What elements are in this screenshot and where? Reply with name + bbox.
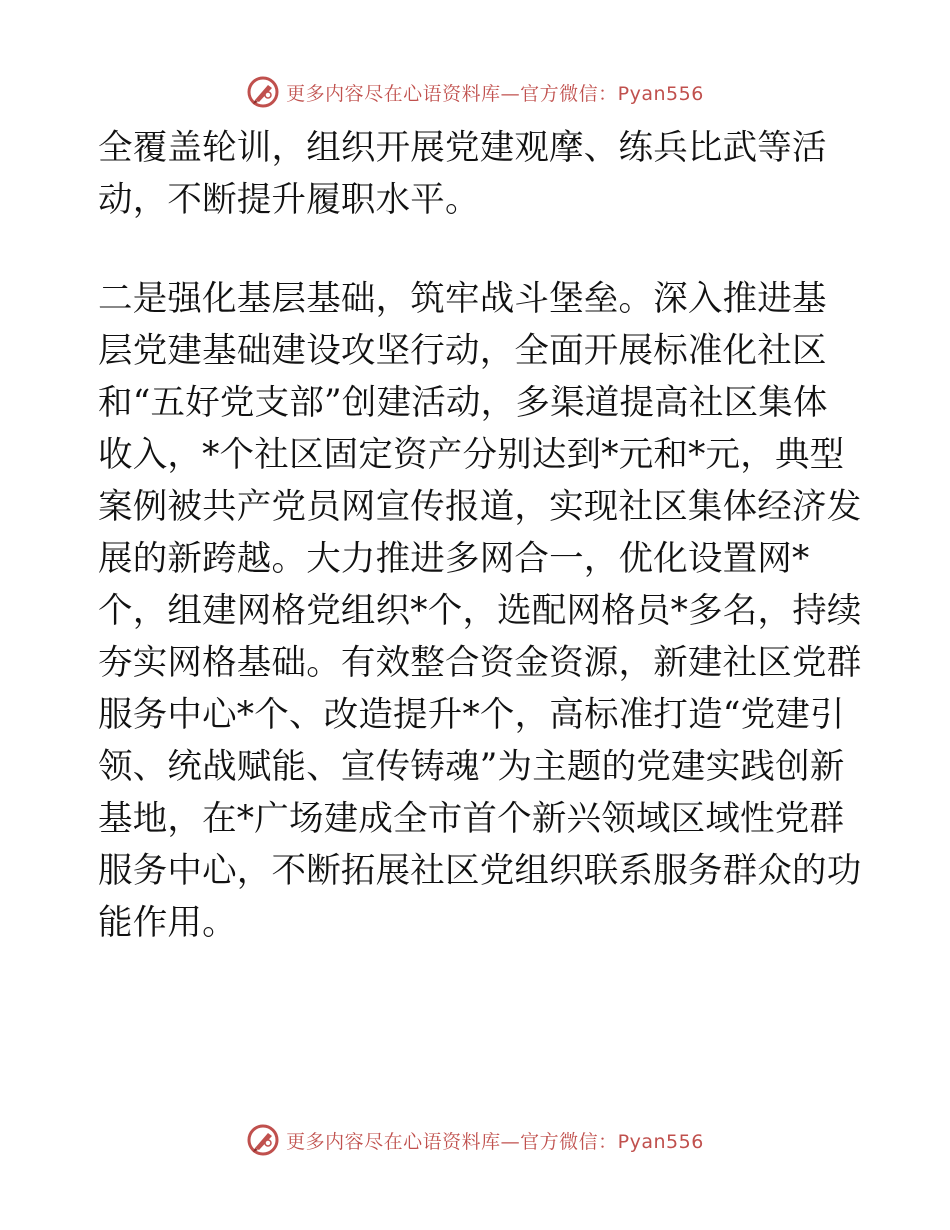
watermark-account: Pyan556 [617, 82, 704, 105]
document-body [98, 122, 862, 949]
text-line: 个，组建网格党组织*个，选配网格员*多名，持续 [98, 591, 862, 631]
header-watermark [0, 72, 950, 112]
text-line: 全覆盖轮训，组织开展党建观摩、练兵比武等活 [98, 128, 827, 168]
text-line: 服务中心，不断拓展社区党组织联系服务群众的功 [98, 851, 862, 891]
text-line: 动，不断提升履职水平。 [98, 180, 480, 220]
text-line: 能作用。 [98, 903, 237, 943]
watermark-account: Pyan556 [617, 1130, 704, 1153]
paragraph-2 [98, 273, 862, 949]
watermark-text: 更多内容尽在心语资料库—官方微信：Pyan556 [286, 82, 704, 105]
text-line: 和“五好党支部”创建活动，多渠道提高社区集体 [98, 383, 828, 423]
text-line: 夯实网格基础。有效整合资金资源，新建社区党群 [98, 643, 862, 683]
text-line: 服务中心*个、改造提升*个，高标准打造“党建引 [98, 695, 845, 735]
paragraph-1 [98, 122, 858, 226]
text-line: 展的新跨越。大力推进多网合一，优化设置网* [98, 539, 810, 579]
text-line: 层党建基础建设攻坚行动，全面开展标准化社区 [98, 331, 827, 371]
pen-logo-icon [246, 75, 280, 109]
text-line: 基地，在*广场建成全市首个新兴领域区域性党群 [98, 799, 845, 839]
watermark-text: 更多内容尽在心语资料库—官方微信：Pyan556 [286, 1130, 704, 1153]
text-line: 领、统战赋能、宣传铸魂”为主题的党建实践创新 [98, 747, 845, 787]
text-line: 二是强化基层基础，筑牢战斗堡垒。深入推进基 [98, 279, 827, 319]
text-line: 案例被共产党员网宣传报道，实现社区集体经济发 [98, 487, 862, 527]
pen-logo-icon [246, 1123, 280, 1157]
text-line: 收入，*个社区固定资产分别达到*元和*元，典型 [98, 435, 845, 475]
footer-watermark [0, 1120, 950, 1160]
